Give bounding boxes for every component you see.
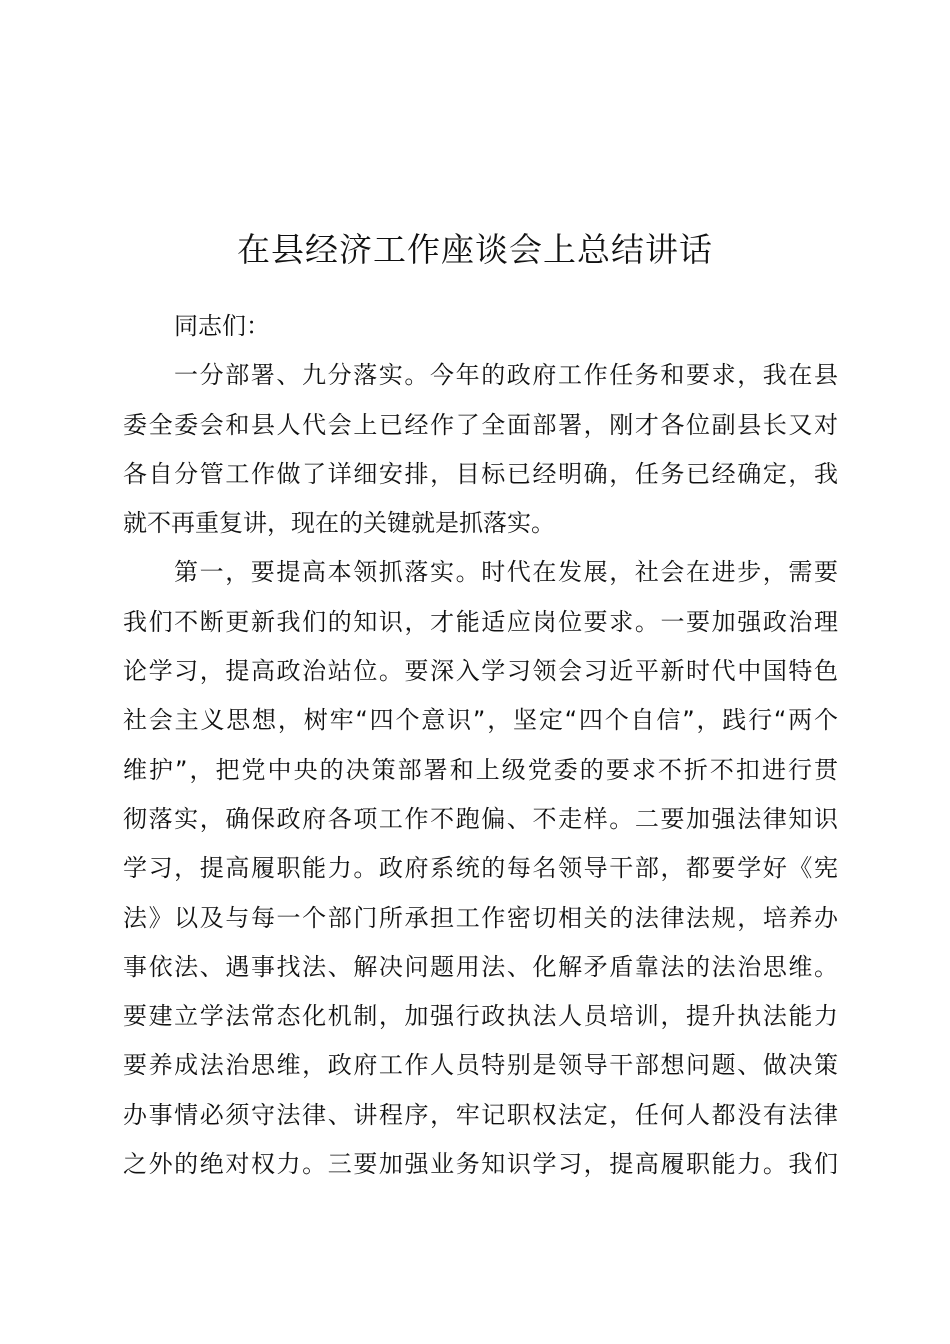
document-title: 在县经济工作座谈会上总结讲话 [237, 230, 713, 269]
document-body [123, 302, 838, 1189]
paragraph-line: 就不再重复讲，现在的关键就是抓落实。 [123, 509, 555, 538]
paragraph-line: 要养成法治思维，政府工作人员特别是领导干部想问题、做决策 [123, 1051, 838, 1080]
paragraph-line: 各自分管工作做了详细安排，目标已经明确，任务已经确定，我 [123, 459, 838, 488]
paragraph-line: 委全委会和县人代会上已经作了全面部署，刚才各位副县长又对 [123, 410, 838, 439]
paragraph-line: 事依法、遇事找法、解决问题用法、化解矛盾靠法的法治思维。 [123, 952, 838, 981]
paragraph-line: 要建立学法常态化机制，加强行政执法人员培训，提升执法能力 [123, 1002, 838, 1031]
paragraph-line: 办事情必须守法律、讲程序，牢记职权法定，任何人都没有法律 [123, 1100, 838, 1129]
paragraph-line: 维护”，把党中央的决策部署和上级党委的要求不折不扣进行贯 [123, 755, 838, 784]
paragraph-line: 一分部署、九分落实。今年的政府工作任务和要求，我在县 [174, 361, 838, 390]
salutation-line: 同志们： [174, 312, 270, 340]
paragraph-line: 第一，要提高本领抓落实。时代在发展，社会在进步，需要 [174, 558, 838, 587]
paragraph-line: 彻落实，确保政府各项工作不跑偏、不走样。二要加强法律知识 [123, 804, 838, 833]
paragraph-line: 论学习，提高政治站位。要深入学习领会习近平新时代中国特色 [123, 657, 838, 686]
paragraph-line: 之外的绝对权力。三要加强业务知识学习，提高履职能力。我们 [123, 1150, 838, 1179]
paragraph-line: 社会主义思想，树牢“四个意识”，坚定“四个自信”，践行“两个 [123, 706, 838, 735]
paragraph-line: 法》以及与每一个部门所承担工作密切相关的法律法规，培养办 [123, 903, 838, 932]
paragraph-line: 学习，提高履职能力。政府系统的每名领导干部，都要学好《宪 [123, 854, 838, 883]
paragraph-line: 我们不断更新我们的知识，才能适应岗位要求。一要加强政治理 [123, 607, 838, 636]
